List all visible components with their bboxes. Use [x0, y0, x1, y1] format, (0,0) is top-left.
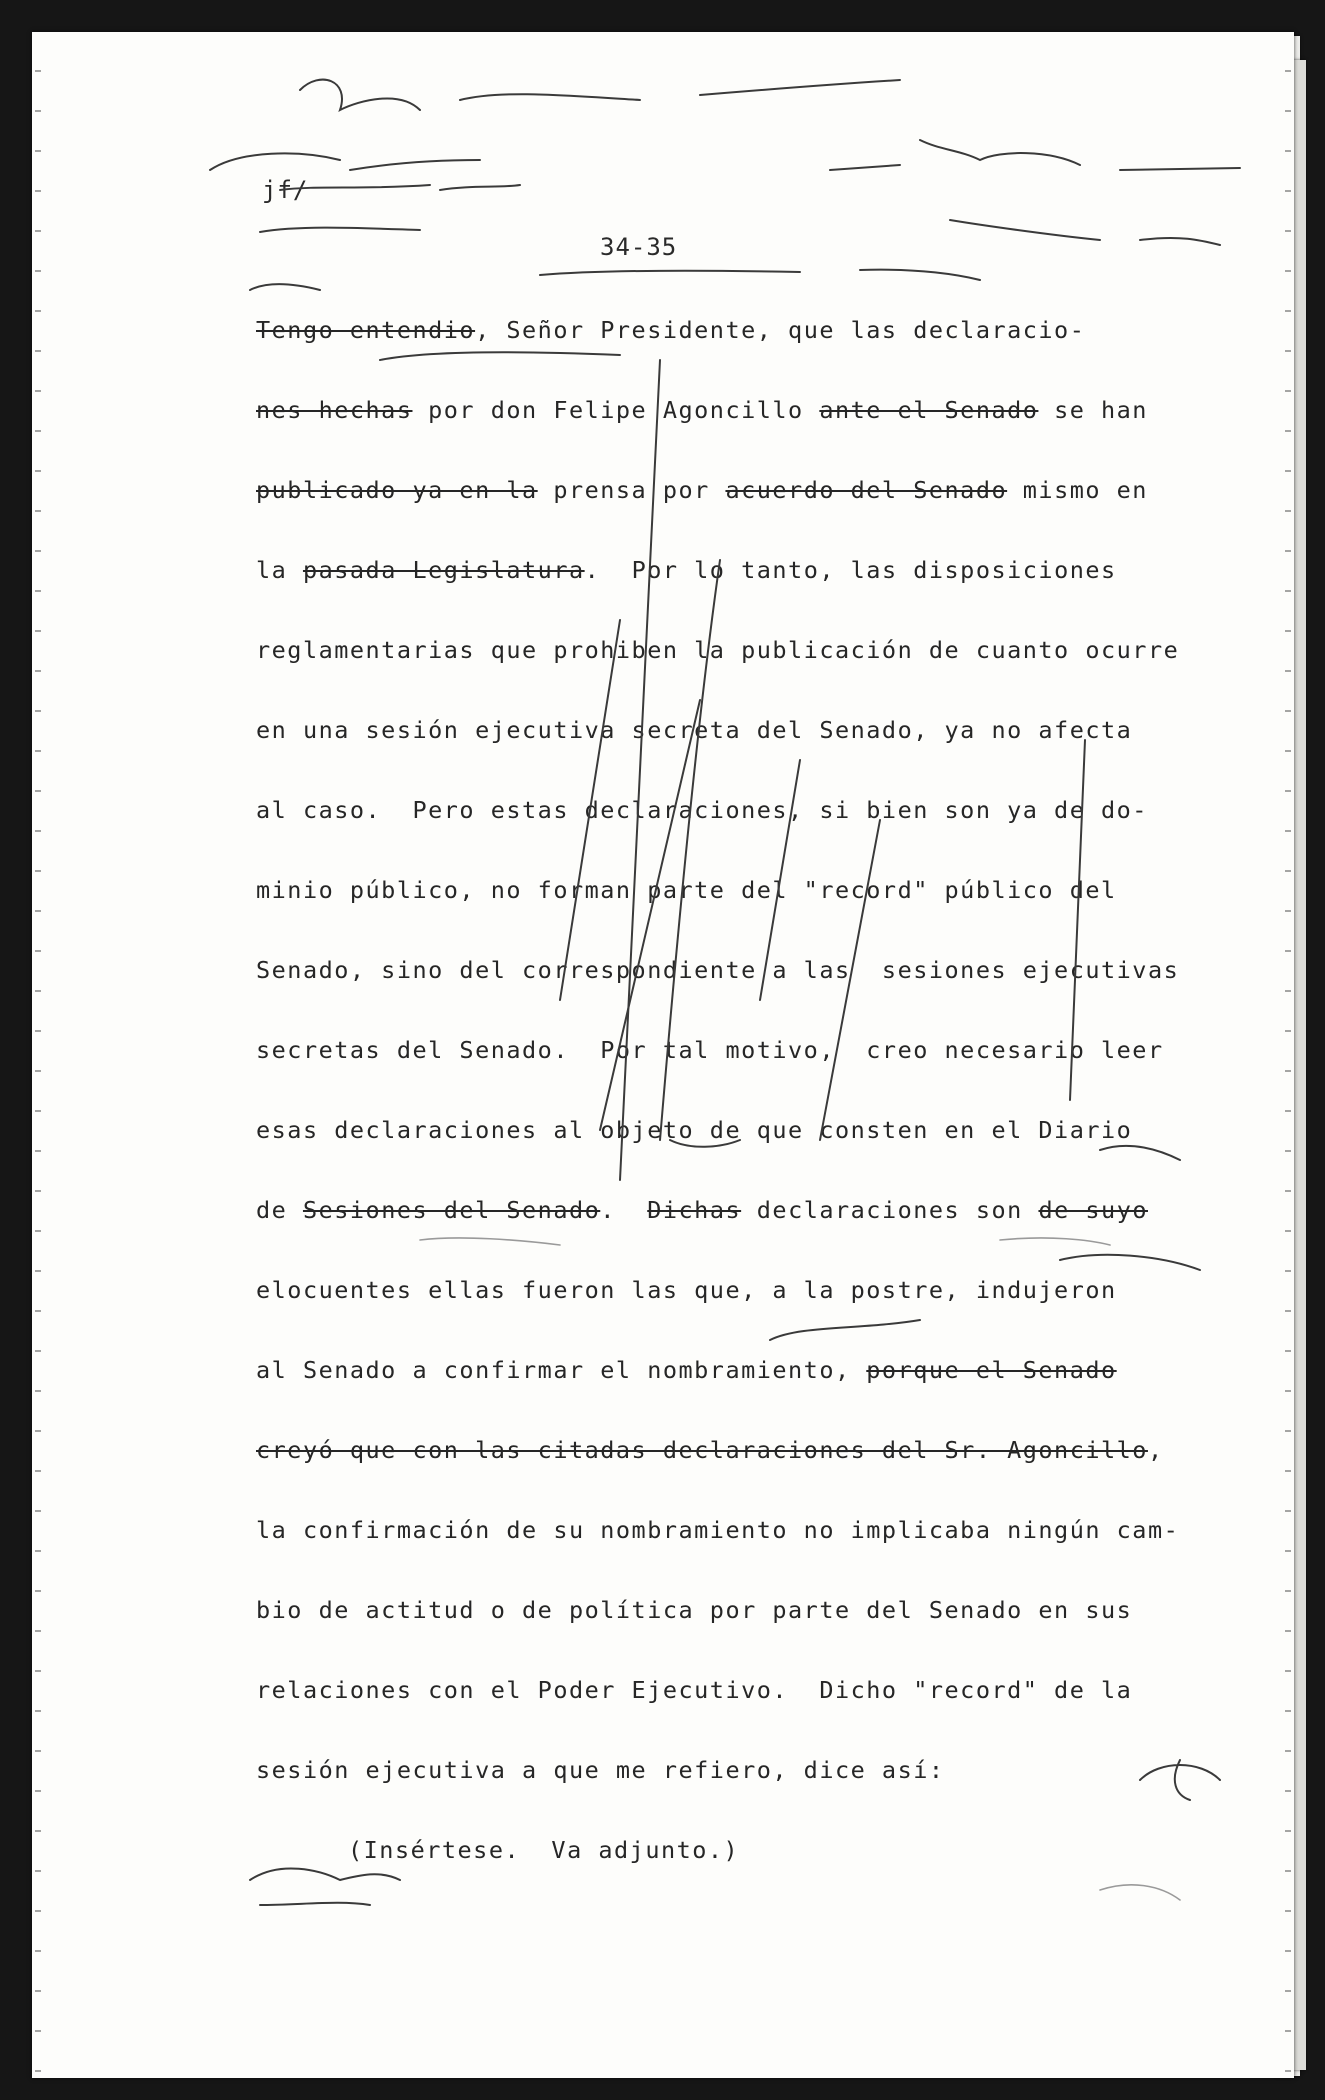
body-line: al Senado a confirmar el nombramiento, porque el Senado — [256, 1356, 1117, 1384]
typed-body-text — [256, 308, 1180, 1908]
body-line: Tengo entendio, Señor Presidente, que las declaracio- — [256, 316, 1086, 344]
struck-text: Dichas — [647, 1196, 742, 1224]
page-number: 34-35 — [600, 233, 678, 261]
page-right-edge — [1285, 32, 1291, 2078]
body-line: sesión ejecutiva a que me refiero, dice así: — [256, 1756, 945, 1784]
body-line: bio de actitud o de política por parte del Senado en sus — [256, 1596, 1133, 1624]
body-line: Senado, sino del correspondiente a las sesiones ejecutivas — [256, 956, 1180, 984]
body-line: esas declaraciones al objeto de que consten en el Diario — [256, 1116, 1133, 1144]
struck-text: nes hechas — [256, 396, 413, 424]
body-line: creyó que con las citadas declaraciones del Sr. Agoncillo, — [256, 1436, 1164, 1464]
body-line: reglamentarias que prohiben la publicación de cuanto ocurre — [256, 636, 1180, 664]
body-line: relaciones con el Poder Ejecutivo. Dicho "record" de la — [256, 1676, 1133, 1704]
closing-note: (Insértese. Va adjunto.) — [348, 1836, 740, 1864]
body-line: de Sesiones del Senado. Dichas declaraciones son de suyo — [256, 1196, 1148, 1224]
struck-text: Tengo entendio — [256, 316, 476, 344]
struck-text: porque el Senado — [866, 1356, 1117, 1384]
struck-text: Sesiones del Senado — [302, 1196, 601, 1224]
body-line: minio público, no forman parte del "record" público del — [256, 876, 1117, 904]
body-line: secretas del Senado. Por tal motivo, creo necesario leer — [256, 1036, 1164, 1064]
body-line: elocuentes ellas fueron las que, a la postre, indujeron — [256, 1276, 1117, 1304]
document-reference: jf/ — [262, 176, 309, 204]
body-line: al caso. Pero estas declaraciones, si bien son ya de do- — [256, 796, 1148, 824]
page-left-edge — [35, 32, 41, 2078]
struck-text: pasada Legislatura — [302, 556, 585, 584]
body-line: la confirmación de su nombramiento no implicaba ningún cam- — [256, 1516, 1180, 1544]
body-line: la pasada Legislatura. Por lo tanto, las disposiciones — [256, 556, 1117, 584]
body-line: nes hechas por don Felipe Agoncillo ante el Senado se han — [256, 396, 1148, 424]
struck-text: publicado ya en la — [256, 476, 538, 504]
struck-text: ante el Senado — [819, 396, 1039, 424]
struck-text: de suyo — [1038, 1196, 1148, 1224]
body-line: en una sesión ejecutiva secreta del Senado, ya no afecta — [256, 716, 1133, 744]
struck-text: creyó que con las citadas declaraciones del Sr. Agoncillo — [256, 1436, 1148, 1464]
body-line: publicado ya en la prensa por acuerdo del Senado mismo en — [256, 476, 1148, 504]
struck-text: acuerdo del Senado — [725, 476, 1008, 504]
